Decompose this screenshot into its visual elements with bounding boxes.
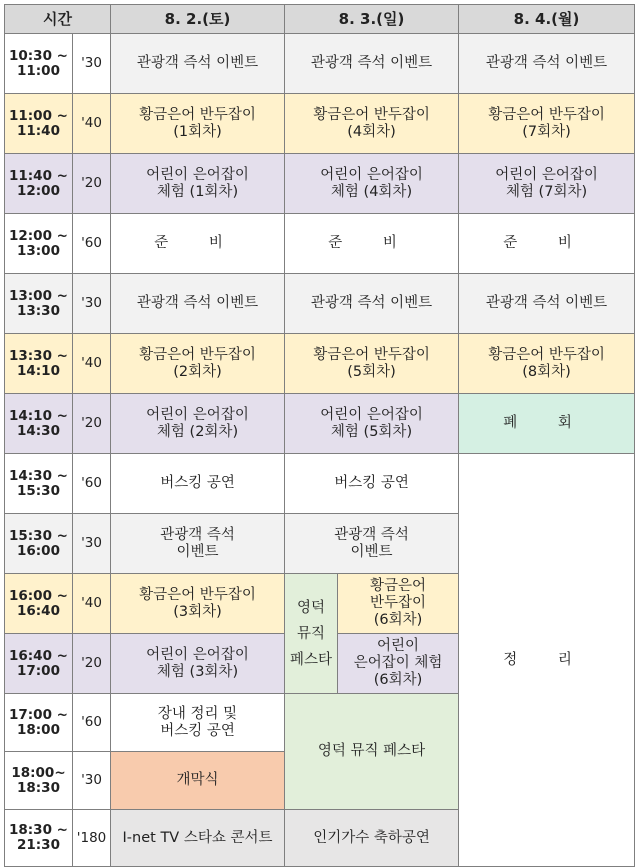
event-cell: 인기가수 축하공연 (285, 810, 459, 867)
event-cell: 관광객 즉석 이벤트 (285, 34, 459, 94)
event-cell: 관광객 즉석 이벤트 (111, 514, 285, 574)
duration-cell: '40 (73, 334, 111, 394)
event-cell: 관광객 즉석 이벤트 (111, 34, 285, 94)
event-cell: 어린이 은어잡이 체험 (4회차) (285, 154, 459, 214)
event-cell: 장내 정리 및 버스킹 공연 (111, 694, 285, 752)
event-cell: 관광객 즉석 이벤트 (285, 514, 459, 574)
duration-cell: '30 (73, 752, 111, 810)
table-row (5, 334, 635, 394)
opening-ceremony-cell: 개막식 (111, 752, 285, 810)
event-cell: 준 비 (285, 214, 459, 274)
duration-cell: '20 (73, 634, 111, 694)
time-cell: 17:00 ~ 18:00 (5, 694, 73, 752)
duration-cell: '30 (73, 34, 111, 94)
duration-cell: '20 (73, 154, 111, 214)
duration-cell: '20 (73, 394, 111, 454)
event-cell: 어린이 은어잡이 체험 (7회차) (459, 154, 635, 214)
duration-cell: '60 (73, 214, 111, 274)
duration-cell: '30 (73, 514, 111, 574)
table-row (5, 394, 635, 454)
event-cell: 관광객 즉석 이벤트 (111, 274, 285, 334)
duration-cell: '180 (73, 810, 111, 867)
event-cell: 어린이 은어잡이 체험 (1회차) (111, 154, 285, 214)
table-row (5, 34, 635, 94)
event-cell: 황금은어 반두잡이 (8회차) (459, 334, 635, 394)
event-cell: 어린이 은어잡이 체험 (2회차) (111, 394, 285, 454)
cleanup-cell: 정 리 (459, 454, 635, 867)
event-cell: 관광객 즉석 이벤트 (459, 34, 635, 94)
event-cell: 황금은어 반두잡이 (7회차) (459, 94, 635, 154)
time-cell: 12:00 ~ 13:00 (5, 214, 73, 274)
time-cell: 15:30 ~ 16:00 (5, 514, 73, 574)
duration-cell: '60 (73, 454, 111, 514)
table-row (5, 94, 635, 154)
event-cell: 황금은어 반두잡이 (1회차) (111, 94, 285, 154)
duration-cell: '40 (73, 574, 111, 634)
table-row (5, 454, 635, 514)
event-cell: 관광객 즉석 이벤트 (285, 274, 459, 334)
time-cell: 13:30 ~ 14:10 (5, 334, 73, 394)
event-cell: 버스킹 공연 (111, 454, 285, 514)
music-festa-cell: 영덕 뮤직 페스타 (285, 574, 338, 694)
time-cell: 18:30 ~ 21:30 (5, 810, 73, 867)
duration-cell: '60 (73, 694, 111, 752)
duration-cell: '30 (73, 274, 111, 334)
event-cell: 관광객 즉석 이벤트 (459, 274, 635, 334)
time-cell: 16:00 ~ 16:40 (5, 574, 73, 634)
event-cell: I-net TV 스타쇼 콘서트 (111, 810, 285, 867)
time-cell: 10:30 ~ 11:00 (5, 34, 73, 94)
table-row (5, 274, 635, 334)
event-cell: 황금은어 반두잡이 (2회차) (111, 334, 285, 394)
header-day2: 8. 3.(일) (285, 5, 459, 34)
time-cell: 14:30 ~ 15:30 (5, 454, 73, 514)
event-cell: 준 비 (111, 214, 285, 274)
time-cell: 11:40 ~ 12:00 (5, 154, 73, 214)
event-cell: 어린이 은어잡이 체험 (3회차) (111, 634, 285, 694)
table-row (5, 154, 635, 214)
time-cell: 16:40 ~ 17:00 (5, 634, 73, 694)
time-cell: 11:00 ~ 11:40 (5, 94, 73, 154)
table-row (5, 214, 635, 274)
event-cell: 버스킹 공연 (285, 454, 459, 514)
closing-cell: 폐 회 (459, 394, 635, 454)
time-cell: 18:00~ 18:30 (5, 752, 73, 810)
header-row (5, 5, 635, 34)
event-cell: 황금은어 반두잡이 (3회차) (111, 574, 285, 634)
event-cell: 어린이 은어잡이 체험 (6회차) (338, 634, 459, 694)
event-cell: 황금은어 반두잡이 (5회차) (285, 334, 459, 394)
header-day3: 8. 4.(월) (459, 5, 635, 34)
time-cell: 14:10 ~ 14:30 (5, 394, 73, 454)
event-cell: 준 비 (459, 214, 635, 274)
schedule-table (4, 4, 635, 867)
event-cell: 황금은어 반두잡이 (4회차) (285, 94, 459, 154)
duration-cell: '40 (73, 94, 111, 154)
time-cell: 13:00 ~ 13:30 (5, 274, 73, 334)
header-time: 시간 (5, 5, 111, 34)
event-cell: 어린이 은어잡이 체험 (5회차) (285, 394, 459, 454)
header-day1: 8. 2.(토) (111, 5, 285, 34)
event-cell: 황금은어 반두잡이 (6회차) (338, 574, 459, 634)
music-festa-cell: 영덕 뮤직 페스타 (285, 694, 459, 810)
